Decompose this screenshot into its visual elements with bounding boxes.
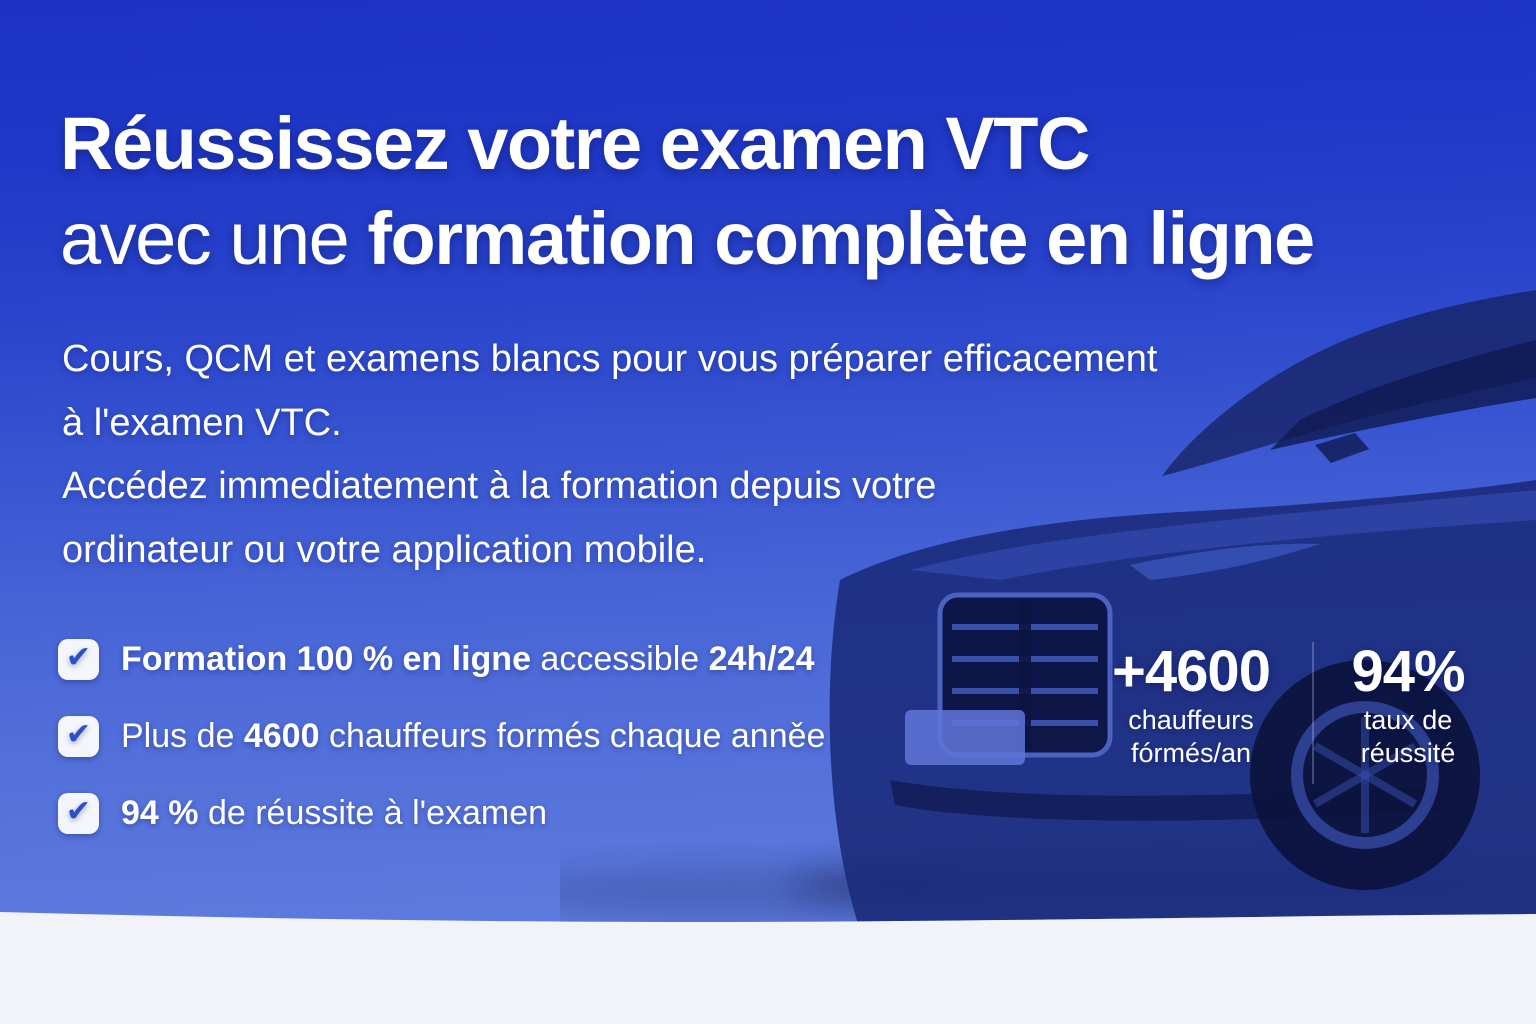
benefit-text: 94 % de réussite à l'examen — [121, 793, 548, 832]
intro-line: ordinateur ou votre application mobile. — [62, 528, 707, 571]
bottom-curve — [0, 894, 1536, 1024]
checkmark-glyph: ✔ — [65, 795, 92, 828]
stats-divider — [1312, 642, 1314, 784]
checkmark-glyph: ✔ — [65, 641, 92, 674]
title-line2-bold: formation complète en ligne — [367, 197, 1314, 280]
benefit-item-online — [58, 634, 825, 684]
checkmark-icon — [58, 793, 99, 834]
stat-label: taux de réussité — [1360, 705, 1456, 768]
checkmark-icon — [58, 639, 99, 680]
checkmark-glyph: ✔ — [65, 718, 92, 751]
stats-block — [1086, 640, 1508, 770]
stat-success-rate — [1308, 640, 1508, 770]
title-line2-light: avec une — [60, 197, 368, 280]
stat-value: 94% — [1351, 639, 1465, 704]
benefit-item-success — [58, 788, 825, 838]
benefits-list — [58, 634, 825, 865]
benefit-text: Plus de 4600 chauffeurs formés chaque anněe — [121, 716, 826, 755]
stat-drivers — [1086, 640, 1296, 770]
intro-line: Accédez immediatement à la formation depuis votre — [62, 465, 937, 507]
intro-line: Cours, QCM et examens blancs pour vous préparer efficacement — [62, 338, 1158, 380]
checkmark-icon — [58, 716, 99, 757]
intro-text — [62, 328, 1157, 582]
benefit-text: Formation 100 % en ligne accessible 24h/24 — [121, 639, 815, 678]
title-line1: Réussissez votre examen VTC — [60, 102, 1089, 185]
stat-label: chauffeurs fórmés/an — [1128, 705, 1254, 768]
stat-value: +4600 — [1112, 639, 1270, 704]
page-title — [60, 96, 1314, 286]
intro-line: à l'examen VTC. — [62, 401, 342, 444]
benefit-item-drivers — [58, 711, 825, 761]
